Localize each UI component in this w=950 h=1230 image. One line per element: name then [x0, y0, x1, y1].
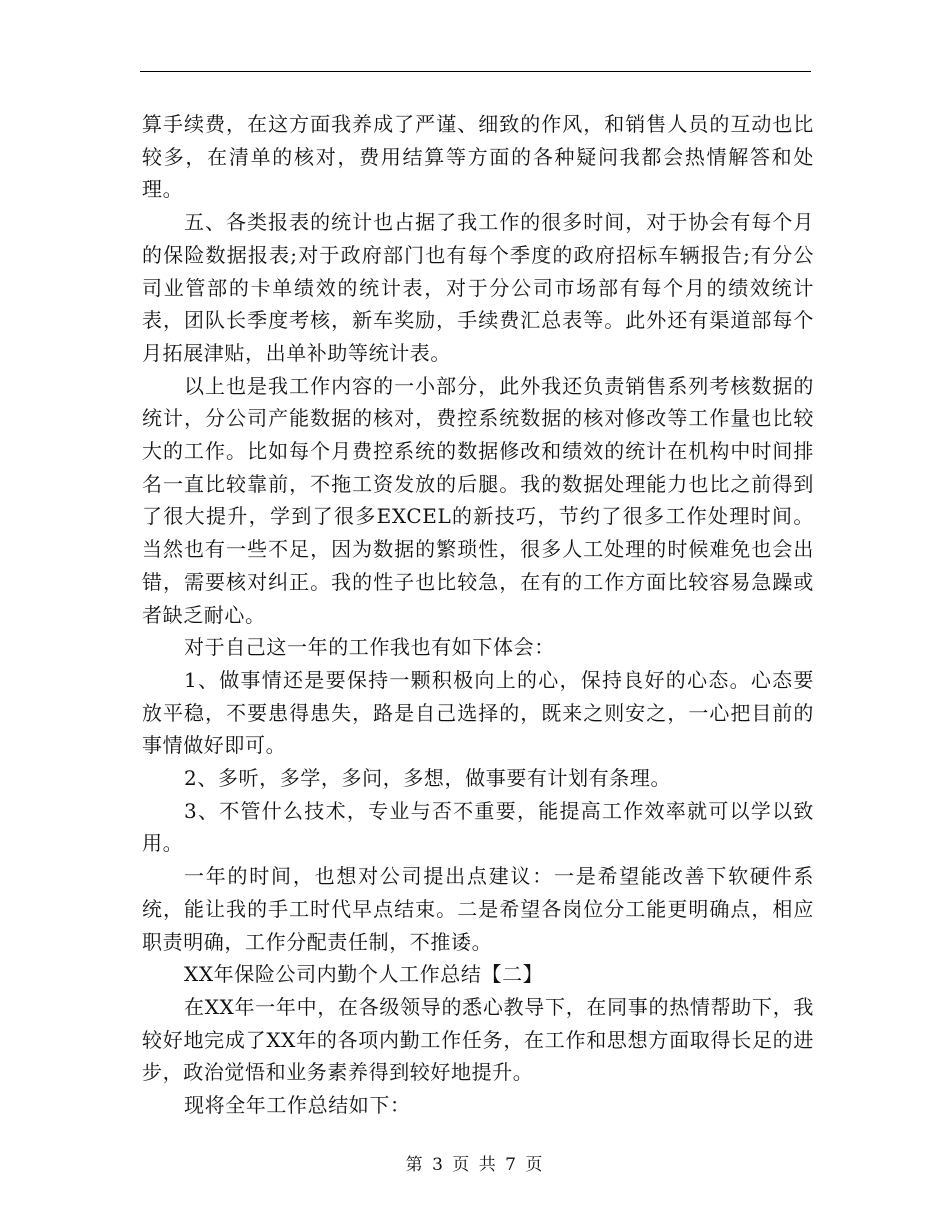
paragraph: 1、做事情还是要保持一颗积极向上的心，保持良好的心态。心态要放平稳，不要患得患失，路是自己选择的，既来之则安之，一心把目前的事情做好即可。: [142, 667, 814, 758]
section-heading: XX年保险公司内勤个人工作总结【二】: [184, 962, 544, 987]
paragraph: 现将全年工作总结如下：: [184, 1093, 411, 1118]
paragraph: 五、各类报表的统计也占据了我工作的很多时间，对于协会有每个月的保险数据报表;对于政府部门也有每个季度的政府招标车辆报告;有分公司业管部的卡单绩效的统计表，对于分公司市场部有每个月的绩效统计表，团队长季度考核，新车奖励，手续费汇总表等。此外还有渠道部每个月拓展津贴，出单补助等统计表。: [142, 210, 814, 365]
paragraph: 在XX年一年中，在各级领导的悉心教导下，在同事的热情帮助下，我较好地完成了XX年的各项内勤工作任务，在工作和思想方面取得长足的进步，政治觉悟和业务素养得到较好地提升。: [142, 994, 814, 1085]
paragraph: 算手续费，在这方面我养成了严谨、细致的作风，和销售人员的互动也比较多，在清单的核对，费用结算等方面的各种疑问我都会热情解答和处理。: [142, 112, 814, 202]
paragraph: 以上也是我工作内容的一小部分，此外我还负责销售系列考核数据的统计，分公司产能数据的核对，费控系统数据的核对修改等工作量也比较大的工作。比如每个月费控系统的数据修改和绩效的统计在机构中时间排名一直比较靠前，不拖工资发放的后腿。我的数据处理能力也比之前得到了很大提升，学到了很多EXCEL的新技巧，节约了很多工作处理时间。当然也有一些不足，因为数据的繁琐性，很多人工处理的时候难免也会出错，需要核对纠正。我的性子也比较急，在有的工作方面比较容易急躁或者缺乏耐心。: [142, 373, 814, 627]
paragraph: 对于自己这一年的工作我也有如下体会：: [184, 635, 555, 660]
header-rule: [140, 71, 811, 72]
document-body: [142, 108, 814, 1122]
paragraph: 一年的时间，也想对公司提出点建议：一是希望能改善下软硬件系统，能让我的手工时代早点结束。二是希望各岗位分工能更明确点，相应职责明确，工作分配责任制，不推诿。: [142, 864, 814, 954]
page-number-footer: 第 3 页 共 7 页: [405, 1155, 545, 1175]
paragraph: 3、不管什么技术，专业与否不重要，能提高工作效率就可以学以致用。: [142, 798, 814, 856]
paragraph: 2、多听，多学，多问，多想，做事要有计划有条理。: [184, 766, 672, 791]
